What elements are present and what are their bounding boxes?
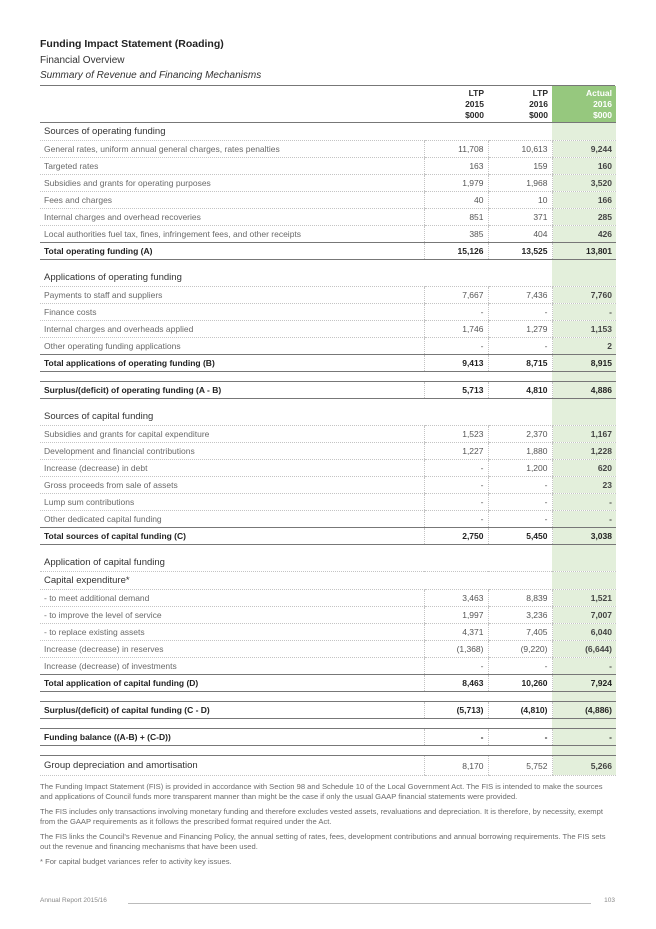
value-cell: 10,260: [488, 675, 552, 692]
table-row: [40, 321, 616, 338]
spacer-cell: [552, 692, 616, 702]
value-cell: 1,279: [488, 321, 552, 338]
value-cell: 1,746: [424, 321, 488, 338]
footer: [40, 897, 615, 909]
column-header-line: $000: [529, 109, 548, 120]
value-cell: 9,413: [424, 355, 488, 372]
column-header-line: LTP: [468, 87, 484, 98]
actual-value-cell: (6,644): [552, 641, 616, 658]
value-cell: -: [488, 304, 552, 321]
table-row: [40, 141, 616, 158]
spacer-cell: [488, 692, 552, 702]
section-heading-row: [40, 269, 616, 287]
row-label: Subsidies and grants for operating purposes: [40, 175, 424, 192]
actual-value-cell: 3,520: [552, 175, 616, 192]
value-cell: -: [424, 729, 488, 746]
table-row: [40, 192, 616, 209]
value-cell: 159: [488, 158, 552, 175]
column-header-line: 2016: [529, 98, 548, 109]
actual-value-cell: 7,760: [552, 287, 616, 304]
actual-value-cell: [552, 123, 616, 141]
row-label: Increase (decrease) in reserves: [40, 641, 424, 658]
value-cell: (5,713): [424, 702, 488, 719]
row-label: Increase (decrease) in debt: [40, 460, 424, 477]
actual-value-cell: 4,886: [552, 382, 616, 399]
actual-value-cell: 13,801: [552, 243, 616, 260]
spacer-cell: [488, 372, 552, 382]
actual-value-cell: 6,040: [552, 624, 616, 641]
value-cell: -: [424, 304, 488, 321]
footer-report-name: Annual Report 2015/16: [40, 897, 107, 904]
note-paragraph: * For capital budget variances refer to activity key issues.: [40, 857, 232, 866]
note-paragraph: The Funding Impact Statement (FIS) is provided in accordance with Section 98 and Schedule 10 of the Local Government Act. The FIS is intended to make the sources and applications of Council funds more transparent manner than might be the case if only the usual GAAP financial statements were provided.: [40, 782, 603, 801]
actual-value-cell: 1,153: [552, 321, 616, 338]
row-label: Subsidies and grants for capital expenditure: [40, 426, 424, 443]
value-cell: [424, 554, 488, 572]
value-cell: 371: [488, 209, 552, 226]
table-row: [40, 460, 616, 477]
table-row: [40, 494, 616, 511]
total-row: [40, 243, 616, 260]
value-cell: 15,126: [424, 243, 488, 260]
spacer-cell: [424, 746, 488, 756]
row-label: Surplus/(deficit) of operating funding (A - B): [40, 382, 424, 399]
row-label: Lump sum contributions: [40, 494, 424, 511]
value-cell: -: [424, 460, 488, 477]
spacer-cell: [552, 372, 616, 382]
value-cell: 40: [424, 192, 488, 209]
table-row: [40, 658, 616, 675]
table-row: [40, 287, 616, 304]
section-heading-row: [40, 554, 616, 572]
value-cell: 8,463: [424, 675, 488, 692]
value-cell: [488, 554, 552, 572]
value-cell: 7,667: [424, 287, 488, 304]
row-label: General rates, uniform annual general charges, rates penalties: [40, 141, 424, 158]
value-cell: 4,371: [424, 624, 488, 641]
spacer-cell: [552, 545, 616, 555]
row-label: Group depreciation and amortisation: [40, 756, 424, 776]
actual-value-cell: 620: [552, 460, 616, 477]
value-cell: 163: [424, 158, 488, 175]
row-label: Internal charges and overheads applied: [40, 321, 424, 338]
table-row: [40, 304, 616, 321]
actual-value-cell: 23: [552, 477, 616, 494]
value-cell: 851: [424, 209, 488, 226]
spacer-row: [40, 372, 616, 382]
value-cell: 10: [488, 192, 552, 209]
spacer-cell: [424, 692, 488, 702]
funding-table: [40, 86, 616, 776]
spacer-cell: [40, 746, 424, 756]
row-label: Gross proceeds from sale of assets: [40, 477, 424, 494]
value-cell: (4,810): [488, 702, 552, 719]
table-row: [40, 209, 616, 226]
total-row: [40, 675, 616, 692]
row-label: Targeted rates: [40, 158, 424, 175]
value-cell: 1,523: [424, 426, 488, 443]
row-label: Total applications of operating funding (B): [40, 355, 424, 372]
value-cell: 3,236: [488, 607, 552, 624]
spacer-cell: [488, 260, 552, 270]
spacer-cell: [40, 545, 424, 555]
value-cell: 13,525: [488, 243, 552, 260]
row-label: Capital expenditure*: [40, 572, 424, 590]
column-header-actual-2016: [552, 86, 616, 123]
header-label-cell: [40, 86, 424, 123]
column-header-ltp-2016: [488, 86, 552, 123]
spacer-row: [40, 719, 616, 729]
column-header-line: $000: [593, 109, 612, 120]
value-cell: [424, 123, 488, 141]
value-cell: 1,880: [488, 443, 552, 460]
spacer-cell: [424, 372, 488, 382]
value-cell: -: [488, 477, 552, 494]
value-cell: 7,436: [488, 287, 552, 304]
total-row: [40, 702, 616, 719]
table-row: [40, 426, 616, 443]
row-label: Finance costs: [40, 304, 424, 321]
row-label: Internal charges and overhead recoveries: [40, 209, 424, 226]
value-cell: [488, 123, 552, 141]
row-label: Payments to staff and suppliers: [40, 287, 424, 304]
actual-value-cell: 426: [552, 226, 616, 243]
value-cell: -: [488, 511, 552, 528]
table-body: [40, 123, 616, 776]
section-heading-row: [40, 408, 616, 426]
value-cell: 1,968: [488, 175, 552, 192]
row-label: Sources of operating funding: [40, 123, 424, 141]
row-label: Increase (decrease) of investments: [40, 658, 424, 675]
value-cell: 1,200: [488, 460, 552, 477]
spacer-row: [40, 399, 616, 409]
value-cell: [488, 572, 552, 590]
spacer-cell: [40, 399, 424, 409]
row-label: Development and financial contributions: [40, 443, 424, 460]
value-cell: -: [424, 338, 488, 355]
value-cell: 8,170: [424, 756, 488, 776]
value-cell: 3,463: [424, 590, 488, 607]
notes: [40, 782, 615, 867]
actual-value-cell: 3,038: [552, 528, 616, 545]
value-cell: 1,997: [424, 607, 488, 624]
row-label: Fees and charges: [40, 192, 424, 209]
value-cell: -: [488, 338, 552, 355]
spacer-cell: [552, 399, 616, 409]
value-cell: 8,839: [488, 590, 552, 607]
value-cell: (1,368): [424, 641, 488, 658]
spacer-cell: [424, 719, 488, 729]
value-cell: 11,708: [424, 141, 488, 158]
row-label: Total application of capital funding (D): [40, 675, 424, 692]
value-cell: 2,370: [488, 426, 552, 443]
actual-value-cell: -: [552, 494, 616, 511]
value-cell: 4,810: [488, 382, 552, 399]
actual-value-cell: 9,244: [552, 141, 616, 158]
section-heading-row: [40, 572, 616, 590]
value-cell: 1,227: [424, 443, 488, 460]
value-cell: 10,613: [488, 141, 552, 158]
value-cell: 5,713: [424, 382, 488, 399]
actual-value-cell: 5,266: [552, 756, 616, 776]
actual-value-cell: 1,521: [552, 590, 616, 607]
table-header-row: [40, 86, 616, 123]
row-label: Total sources of capital funding (C): [40, 528, 424, 545]
section-heading-row: [40, 123, 616, 141]
value-cell: -: [488, 494, 552, 511]
page-number: 103: [604, 897, 615, 904]
spacer-cell: [488, 746, 552, 756]
spacer-cell: [488, 545, 552, 555]
total-row: [40, 729, 616, 746]
spacer-cell: [40, 719, 424, 729]
spacer-cell: [488, 399, 552, 409]
row-label: Applications of operating funding: [40, 269, 424, 287]
table-row: [40, 443, 616, 460]
spacer-cell: [552, 746, 616, 756]
value-cell: 8,715: [488, 355, 552, 372]
actual-value-cell: 166: [552, 192, 616, 209]
value-cell: 5,450: [488, 528, 552, 545]
actual-value-cell: -: [552, 658, 616, 675]
value-cell: -: [488, 658, 552, 675]
spacer-cell: [552, 260, 616, 270]
row-label: Other dedicated capital funding: [40, 511, 424, 528]
table-row: [40, 338, 616, 355]
value-cell: 404: [488, 226, 552, 243]
row-label: Application of capital funding: [40, 554, 424, 572]
value-cell: -: [424, 494, 488, 511]
actual-value-cell: 7,007: [552, 607, 616, 624]
row-label: Total operating funding (A): [40, 243, 424, 260]
value-cell: 385: [424, 226, 488, 243]
spacer-cell: [424, 260, 488, 270]
row-label: Sources of capital funding: [40, 408, 424, 426]
column-header-ltp-2015: [424, 86, 488, 123]
value-cell: [488, 269, 552, 287]
note-paragraph: The FIS links the Council's Revenue and Financing Policy, the annual setting of rates, fees, development contributions and annual borrowing requirements. The FIS sets out the revenue and financing mechanisms that have been used.: [40, 832, 606, 851]
table-row: [40, 158, 616, 175]
table-row: [40, 175, 616, 192]
table-row: [40, 511, 616, 528]
table-row: [40, 756, 616, 776]
actual-value-cell: 1,167: [552, 426, 616, 443]
row-label: - to replace existing assets: [40, 624, 424, 641]
total-row: [40, 355, 616, 372]
value-cell: [424, 269, 488, 287]
value-cell: [424, 408, 488, 426]
spacer-cell: [40, 372, 424, 382]
value-cell: -: [424, 658, 488, 675]
footer-divider: [128, 903, 591, 904]
spacer-row: [40, 260, 616, 270]
actual-value-cell: [552, 408, 616, 426]
actual-value-cell: 1,228: [552, 443, 616, 460]
spacer-cell: [552, 719, 616, 729]
row-label: Local authorities fuel tax, fines, infringement fees, and other receipts: [40, 226, 424, 243]
table-row: [40, 624, 616, 641]
spacer-cell: [424, 399, 488, 409]
spacer-row: [40, 545, 616, 555]
row-label: Other operating funding applications: [40, 338, 424, 355]
actual-value-cell: [552, 572, 616, 590]
row-label: - to meet additional demand: [40, 590, 424, 607]
actual-value-cell: 285: [552, 209, 616, 226]
table-row: [40, 641, 616, 658]
table-row: [40, 607, 616, 624]
value-cell: [488, 408, 552, 426]
note-paragraph: The FIS includes only transactions involving monetary funding and therefore excludes vested assets, revaluations and depreciation. It is therefore, by necessity, exempt from the GAAP requirements as it follows the prescribed format required under the Act.: [40, 807, 603, 826]
page-title: Funding Impact Statement (Roading): [40, 38, 224, 50]
spacer-row: [40, 692, 616, 702]
column-header-line: 2015: [465, 98, 484, 109]
actual-value-cell: 7,924: [552, 675, 616, 692]
spacer-cell: [424, 545, 488, 555]
total-row: [40, 528, 616, 545]
value-cell: -: [424, 477, 488, 494]
value-cell: -: [488, 729, 552, 746]
actual-value-cell: -: [552, 511, 616, 528]
row-label: Surplus/(deficit) of capital funding (C - D): [40, 702, 424, 719]
value-cell: 5,752: [488, 756, 552, 776]
actual-value-cell: -: [552, 729, 616, 746]
column-header-line: LTP: [532, 87, 548, 98]
value-cell: -: [424, 511, 488, 528]
column-header-line: $000: [465, 109, 484, 120]
page-subtitle: Financial Overview: [40, 55, 125, 66]
value-cell: [424, 572, 488, 590]
actual-value-cell: 160: [552, 158, 616, 175]
spacer-cell: [40, 260, 424, 270]
value-cell: 7,405: [488, 624, 552, 641]
spacer-cell: [488, 719, 552, 729]
actual-value-cell: -: [552, 304, 616, 321]
row-label: Funding balance ((A-B) + (C-D)): [40, 729, 424, 746]
value-cell: 2,750: [424, 528, 488, 545]
value-cell: 1,979: [424, 175, 488, 192]
actual-value-cell: 2: [552, 338, 616, 355]
value-cell: (9,220): [488, 641, 552, 658]
column-header-line: 2016: [593, 98, 612, 109]
table-row: [40, 226, 616, 243]
table-row: [40, 590, 616, 607]
actual-value-cell: [552, 269, 616, 287]
actual-value-cell: 8,915: [552, 355, 616, 372]
total-row: [40, 382, 616, 399]
spacer-cell: [40, 692, 424, 702]
section-title: Summary of Revenue and Financing Mechanisms: [40, 70, 615, 86]
actual-value-cell: [552, 554, 616, 572]
table-row: [40, 477, 616, 494]
page: [40, 38, 615, 872]
column-header-line: Actual: [586, 87, 612, 98]
actual-value-cell: (4,886): [552, 702, 616, 719]
row-label: - to improve the level of service: [40, 607, 424, 624]
spacer-row: [40, 746, 616, 756]
